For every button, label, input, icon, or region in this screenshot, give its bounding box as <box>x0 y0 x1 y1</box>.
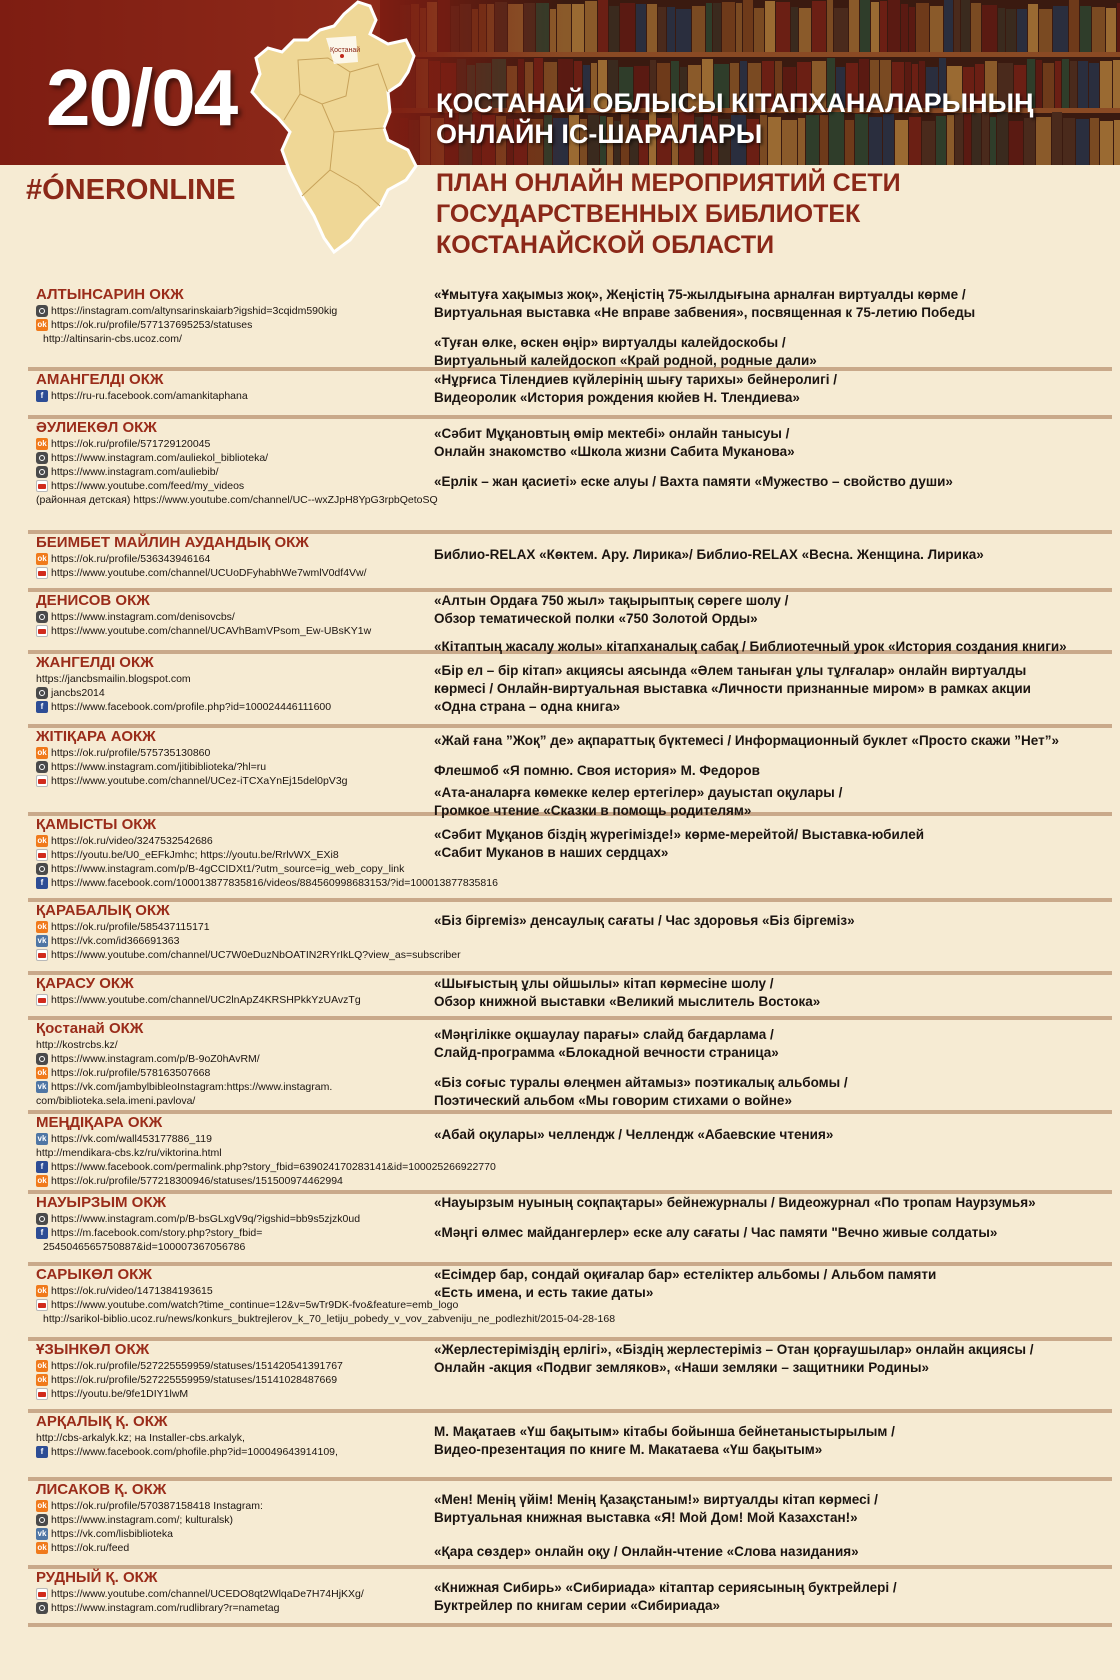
library-row <box>28 1114 1112 1194</box>
ok-icon: ok <box>37 1286 47 1295</box>
library-events-list <box>0 286 1120 1627</box>
link-url[interactable]: https://www.facebook.com/permalink.php?story_fbid=639024170283141&id=100025266922770 <box>51 1161 496 1173</box>
social-link[interactable] <box>36 318 456 332</box>
library-name: РУДНЫЙ Қ. ОКЖ <box>36 1569 158 1586</box>
social-link[interactable] <box>36 1387 456 1401</box>
youtube-icon <box>36 775 48 787</box>
library-row <box>28 286 1112 371</box>
event-entry <box>434 334 1120 370</box>
event-line: Обзор тематической полки «750 Золотой Орды» <box>434 611 758 626</box>
youtube-icon <box>36 849 48 861</box>
library-info <box>36 592 456 638</box>
link-url[interactable]: https://www.youtube.com/channel/UCEDO8qt2WlqaDe7H74HjKXg/ <box>51 1588 364 1600</box>
event-line: «Нұрғиса Тілендиев күйлерінің шығу тарихы» бейнеролигі / <box>434 372 837 387</box>
library-info <box>36 371 456 403</box>
social-link[interactable] <box>36 700 456 714</box>
event-line: Видеоролик «История рождения кюйев Н. Тлендиева» <box>434 390 800 405</box>
social-link[interactable] <box>36 304 456 318</box>
instagram-icon <box>36 1213 48 1225</box>
library-info <box>36 1569 456 1615</box>
social-link[interactable] <box>36 1038 456 1052</box>
event-line: «Сабит Муканов в наших сердцах» <box>434 845 669 860</box>
library-row <box>28 654 1112 728</box>
event-entry <box>434 425 1120 461</box>
event-entry <box>434 1026 1120 1062</box>
event-line: Громкое чтение «Сказки в помощь родителям» <box>434 803 752 818</box>
library-name: ҚАМЫСТЫ ОКЖ <box>36 816 157 833</box>
library-info <box>36 1413 456 1459</box>
library-row <box>28 1194 1112 1266</box>
link-url[interactable]: 2545046565750887&id=100007367056786 <box>43 1241 246 1253</box>
link-url[interactable]: https://www.facebook.com/profile.php?id=100024446111600 <box>51 701 332 713</box>
link-url[interactable]: https://www.youtube.com/channel/UCUoDFyhabhWe7wmlV0df4Vw/ <box>51 567 367 579</box>
social-link[interactable] <box>36 746 456 760</box>
library-row <box>28 1266 1112 1341</box>
link-url[interactable]: https://ok.ru/profile/585437115171 <box>51 921 210 933</box>
youtube-icon <box>36 1299 48 1311</box>
event-line: «Жай ғана ”Жоқ” де» ақпараттық бүктемесі / Информационный буклет «Просто скажи ”Нет”» <box>434 733 1059 748</box>
library-row <box>28 419 1112 534</box>
library-row <box>28 1481 1112 1569</box>
library-name: АЛТЫНСАРИН ОКЖ <box>36 286 184 303</box>
social-link[interactable] <box>36 948 461 962</box>
event-entry <box>434 1341 1120 1377</box>
social-link[interactable] <box>36 1160 496 1174</box>
event-line: Виртуальный калейдоскоп «Край родной, родные дали» <box>434 353 817 368</box>
event-line: Виртуальная выставка «Не вправе забвения», посвященная к 75-летию Победы <box>434 305 976 320</box>
event-line: Виртуальная книжная выставка «Я! Мой Дом! Мой Казахстан!» <box>434 1510 858 1525</box>
link-url[interactable]: https://ok.ru/profile/570387158418 Instagram: <box>51 1500 263 1512</box>
event-entry <box>434 826 1120 862</box>
social-link[interactable] <box>36 1513 456 1527</box>
ok-icon: ok <box>37 1375 47 1384</box>
social-link[interactable] <box>36 1080 456 1094</box>
social-link[interactable] <box>36 1359 456 1373</box>
social-link[interactable] <box>36 1587 456 1601</box>
ok-icon: ok <box>37 748 47 757</box>
event-entry <box>434 732 1120 750</box>
library-row <box>28 1341 1112 1413</box>
link-url[interactable]: https://jancbsmailin.blogspot.com <box>36 673 191 685</box>
social-link[interactable] <box>36 1146 456 1160</box>
event-date: 20/04 <box>46 53 237 142</box>
instagram-icon <box>36 305 48 317</box>
event-line: «Кітаптың жасалу жолы» кітапханалық сабақ / Библиотечный урок «История создания книги» <box>434 639 1067 654</box>
ok-icon: ok <box>37 439 47 448</box>
title-russian-line: ПЛАН ОНЛАЙН МЕРОПРИЯТИЙ СЕТИ <box>436 169 901 197</box>
social-link[interactable] <box>36 862 456 876</box>
link-url[interactable]: https://www.instagram.com/auliebib/ <box>51 466 219 478</box>
spacer <box>36 1313 40 1325</box>
social-link[interactable] <box>36 1174 456 1188</box>
link-url[interactable]: https://www.youtube.com/channel/UCez-iTCXaYnEj15del0pV3g <box>51 775 348 787</box>
link-url[interactable]: https://www.instagram.com/denisovcbs/ <box>51 611 235 623</box>
link-url[interactable]: com/biblioteka.sela.imeni.pavlova/ <box>36 1095 196 1107</box>
social-link[interactable] <box>36 552 456 566</box>
social-link[interactable] <box>36 1052 456 1066</box>
social-link[interactable] <box>36 1212 456 1226</box>
facebook-icon: f <box>36 701 48 713</box>
youtube-icon <box>36 1588 48 1600</box>
social-link[interactable] <box>36 1445 456 1459</box>
event-entry <box>434 1224 1120 1242</box>
social-link[interactable] <box>36 848 456 862</box>
event-line: Видео-презентация по книге М. Макатаева «Үш бақытым» <box>434 1442 823 1457</box>
ok-icon: ok <box>37 836 47 845</box>
library-info <box>36 1194 456 1254</box>
link-url[interactable]: https://vk.com/id366691363 <box>51 935 180 947</box>
event-line: Библио-RELAX «Көктем. Ару. Лирика»/ Библио-RELAX «Весна. Женщина. Лирика» <box>434 547 984 562</box>
event-line: «Мен! Менің үйім! Менің Қазақстаным!» виртуалды кітап көрмесі / <box>434 1492 878 1507</box>
event-line: «Есімдер бар, сондай оқиғалар бар» естеліктер альбомы / Альбом памяти <box>434 1267 937 1282</box>
event-line: «Одна страна – одна книга» <box>434 699 621 714</box>
social-link[interactable] <box>36 774 456 788</box>
hashtag: #ÓNERONLINE <box>26 174 236 206</box>
event-line: «Сәбит Мұқанов біздің жүрегімізде!» көрме-мерейтой/ Выставка-юбилей <box>434 827 924 842</box>
link-url[interactable]: https://ok.ru/profile/571729120045 <box>51 438 211 450</box>
event-entry <box>434 662 1120 716</box>
link-url[interactable]: https://ok.ru/profile/578163507668 <box>51 1067 211 1079</box>
library-info <box>36 728 456 788</box>
library-row <box>28 1020 1112 1114</box>
event-line: «Біз соғыс туралы өлеңмен айтамыз» поэтикалық альбомы / <box>434 1075 848 1090</box>
library-name: ЖАНГЕЛДІ ОКЖ <box>36 654 154 671</box>
event-entry <box>434 371 1120 407</box>
library-row <box>28 1569 1112 1627</box>
event-entry <box>434 546 1120 564</box>
facebook-icon: f <box>36 877 48 889</box>
event-line: Поэтический альбом «Мы говорим стихами о войне» <box>434 1093 792 1108</box>
event-line: «Біз біргеміз» денсаулық сағаты / Час здоровья «Біз біргеміз» <box>434 913 855 928</box>
library-info <box>36 1481 456 1555</box>
ok-icon: ok <box>37 320 47 329</box>
library-name: МЕҢДІҚАРА ОКЖ <box>36 1114 163 1131</box>
map-city-label: Қостанай <box>330 47 361 54</box>
library-name: БЕИМБЕТ МАЙЛИН АУДАНДЫҚ ОКЖ <box>36 534 309 551</box>
library-row <box>28 902 1112 975</box>
social-link[interactable] <box>36 993 456 1007</box>
event-line: Онлайн -акция «Подвиг земляков», «Наши земляки – защитники Родины» <box>434 1360 930 1375</box>
social-link[interactable] <box>36 1312 616 1326</box>
event-entry <box>434 592 1120 628</box>
library-name: ДЕНИСОВ ОКЖ <box>36 592 150 609</box>
event-line: Буктрейлер по книгам серии «Сибириада» <box>434 1598 721 1613</box>
youtube-icon <box>36 567 48 579</box>
event-entry <box>434 762 1120 780</box>
link-url[interactable]: https://www.instagram.com/p/B-9oZ0hAvRM/ <box>51 1053 260 1065</box>
event-line: «Есть имена, и есть такие даты» <box>434 1285 654 1300</box>
link-url[interactable]: https://www.instagram.com/; kulturalsk) <box>51 1514 234 1526</box>
library-name: НАУЫРЗЫМ ОКЖ <box>36 1194 167 1211</box>
library-name: ЛИСАКОВ Қ. ОКЖ <box>36 1481 167 1498</box>
library-name: ҰЗЫНКӨЛ ОКЖ <box>36 1341 150 1358</box>
event-line: М. Мақатаев «Үш бақытым» кітабы бойынша бейнетаныстырылым / <box>434 1424 895 1439</box>
link-url[interactable]: http://mendikara-cbs.kz/ru/viktorina.html <box>36 1147 222 1159</box>
ok-icon: ok <box>37 1501 47 1510</box>
social-link[interactable] <box>36 1373 456 1387</box>
library-name: АРҚАЛЫҚ Қ. ОКЖ <box>36 1413 168 1430</box>
facebook-icon: f <box>36 1161 48 1173</box>
social-link[interactable] <box>36 1499 456 1513</box>
link-url[interactable]: https://www.instagram.com/p/B-bsGLxgV9q/?igshid=bb9s5zjzk0ud <box>51 1213 361 1225</box>
link-url[interactable]: http://altinsarin-cbs.ucoz.com/ <box>43 333 182 345</box>
social-link[interactable] <box>36 686 456 700</box>
event-line: Онлайн знакомство «Школа жизни Сабита Муканова» <box>434 444 795 459</box>
event-line: «Шығыстың ұлы ойшылы» кітап көрмесіне шолу / <box>434 976 774 991</box>
ok-icon: ok <box>37 1361 47 1370</box>
link-url[interactable]: https://youtu.be/U0_eEFkJmhc; https://youtu.be/RrlvWX_EXi8 <box>51 849 339 861</box>
library-name: ӘУЛИЕКӨЛ ОКЖ <box>36 419 157 436</box>
social-link[interactable] <box>36 479 456 493</box>
event-line: «Мәңгі өлмес майдангерлер» еске алу сағаты / Час памяти "Вечно живые солдаты» <box>434 1225 998 1240</box>
link-url[interactable]: (районная детская) https://www.youtube.com/channel/UC--wxZJpH8YpG3rpbQetoSQ <box>36 494 438 506</box>
social-link[interactable] <box>36 1601 456 1615</box>
event-entry <box>434 1194 1120 1212</box>
instagram-icon <box>36 761 48 773</box>
event-entry <box>434 784 1120 820</box>
social-link[interactable] <box>36 1527 456 1541</box>
link-url[interactable]: https://ok.ru/feed <box>51 1542 130 1554</box>
event-line: көрмесі / Онлайн-виртуальная выставка «Личности признанные миром» в рамках акции <box>434 681 1031 696</box>
library-info <box>36 286 456 346</box>
event-line: «Қара сөздер» онлайн оқу / Онлайн-чтение «Слова назидания» <box>434 1544 859 1559</box>
youtube-icon <box>36 994 48 1006</box>
social-link[interactable] <box>36 934 456 948</box>
library-info <box>36 654 456 714</box>
library-info <box>36 1341 456 1401</box>
library-info <box>36 816 498 890</box>
event-line: «Науырзым нуының соқпақтары» бейнежурналы / Видеожурнал «По тропам Наурзумья» <box>434 1195 1036 1210</box>
youtube-icon <box>36 949 48 961</box>
link-url[interactable]: https://www.instagram.com/rudlibrary?r=nametag <box>51 1602 280 1614</box>
library-name: ЖІТІҚАРА АОКЖ <box>36 728 156 745</box>
link-url[interactable]: http://cbs-arkalyk.kz; на Installer-cbs.arkalyk, <box>36 1432 245 1444</box>
title-russian <box>436 168 1096 261</box>
link-url[interactable]: https://ok.ru/profile/527225559959/statuses/151420541391767 <box>51 1360 343 1372</box>
youtube-icon <box>36 480 48 492</box>
link-url[interactable]: https://ok.ru/profile/527225559959/statuses/15141028487669 <box>51 1374 338 1386</box>
social-link[interactable] <box>36 760 456 774</box>
link-url[interactable]: http://sarikol-biblio.ucoz.ru/news/konkurs_buktrejlerov_k_70_letiju_pobedy_v_vov_zabveniju_ne_podlezhit/2015-04-28-168 <box>43 1313 616 1325</box>
link-url[interactable]: https://ok.ru/profile/577218300946/statuses/151500974462994 <box>51 1175 343 1187</box>
social-link[interactable] <box>36 465 456 479</box>
library-info <box>36 1114 496 1188</box>
social-link[interactable] <box>36 672 456 686</box>
ok-icon: ok <box>37 554 47 563</box>
social-link[interactable] <box>36 1541 456 1555</box>
social-link[interactable] <box>36 624 456 638</box>
library-info <box>36 902 461 962</box>
link-url[interactable]: jancbs2014 <box>51 687 105 699</box>
event-entry <box>434 1126 1120 1144</box>
event-line: Слайд-программа «Блокадной вечности страница» <box>434 1045 779 1060</box>
social-link[interactable] <box>36 1066 456 1080</box>
event-line: Флешмоб «Я помню. Своя история» М. Федоров <box>434 763 760 778</box>
event-entry <box>434 473 1120 491</box>
event-line: «Сәбит Мұқановтың өмір мектебі» онлайн танысуы / <box>434 426 790 441</box>
social-link[interactable] <box>36 834 456 848</box>
event-entry <box>434 975 1120 1011</box>
link-url[interactable]: https://ok.ru/video/1471384193615 <box>51 1285 213 1297</box>
library-row <box>28 816 1112 902</box>
social-link[interactable] <box>36 389 456 403</box>
spacer <box>36 1241 40 1253</box>
link-url[interactable]: https://www.youtube.com/feed/my_videos <box>51 480 245 492</box>
library-name: САРЫКӨЛ ОКЖ <box>36 1266 152 1283</box>
library-row <box>28 371 1112 419</box>
ok-icon: ok <box>37 1176 47 1185</box>
link-url[interactable]: https://www.youtube.com/channel/UC7W0eDuzNbOATIN2RYrIkLQ?view_as=subscriber <box>51 949 461 961</box>
event-entry <box>434 1266 1120 1302</box>
instagram-icon <box>36 611 48 623</box>
link-url[interactable]: http://kostrcbs.kz/ <box>36 1039 118 1051</box>
social-link[interactable] <box>36 437 456 451</box>
social-link[interactable] <box>36 1094 456 1108</box>
social-link[interactable] <box>36 920 456 934</box>
social-link[interactable] <box>36 332 456 346</box>
link-url[interactable]: https://youtu.be/9fe1DIY1lwM <box>51 1388 189 1400</box>
event-line: «Ұмытуға хақымыз жоқ», Жеңістің 75-жылдығына арналған виртуалды көрме / <box>434 287 966 302</box>
ok-icon: ok <box>37 1543 47 1552</box>
event-entry <box>434 912 1120 930</box>
header-band <box>0 0 1120 165</box>
link-url[interactable]: https://www.facebook.com/100013877835816/videos/884560998683153/?id=100013877835816 <box>51 877 498 889</box>
library-name: ҚАРАБАЛЫҚ ОКЖ <box>36 902 170 919</box>
link-url[interactable]: https://ok.ru/profile/536343946164 <box>51 553 211 565</box>
link-url[interactable]: https://www.youtube.com/channel/UCAVhBamVPsom_Ew-UBsKY1w <box>51 625 372 637</box>
library-name: АМАНГЕЛДІ ОКЖ <box>36 371 164 388</box>
title-kazakh-line: ОНЛАЙН ІС-ШАРАЛАРЫ <box>436 119 763 149</box>
event-line: «Абай оқулары» челлендж / Челлендж «Абаевские чтения» <box>434 1127 834 1142</box>
library-row <box>28 975 1112 1020</box>
social-link[interactable] <box>36 876 498 890</box>
link-url[interactable]: https://ok.ru/profile/575735130860 <box>51 747 211 759</box>
event-entry <box>434 1491 1120 1527</box>
event-line: «Туған өлке, өскен өңір» виртуалды калейдоскобы / <box>434 335 786 350</box>
vk-icon: vk <box>37 1134 47 1143</box>
library-info <box>36 1020 456 1108</box>
social-link[interactable] <box>36 1240 456 1254</box>
library-name: Қостанай ОКЖ <box>36 1020 144 1037</box>
title-russian-line: КОСТАНАЙСКОЙ ОБЛАСТИ <box>436 231 775 259</box>
event-line: «Бір ел – бір кітап» акциясы аясында «Әлем таныған ұлы тұлғалар» онлайн виртуалды <box>434 663 1027 678</box>
youtube-icon <box>36 625 48 637</box>
event-line: «Алтын Ордаға 750 жыл» тақырыптық сөреге шолу / <box>434 593 789 608</box>
event-entry <box>434 1543 1120 1561</box>
vk-icon: vk <box>37 1529 47 1538</box>
link-url[interactable]: https://ok.ru/video/3247532542686 <box>51 835 213 847</box>
library-name: ҚАРАСУ ОКЖ <box>36 975 134 992</box>
event-entry <box>434 286 1120 322</box>
social-link[interactable] <box>36 493 456 507</box>
library-row <box>28 1413 1112 1481</box>
facebook-icon: f <box>36 390 48 402</box>
event-entry <box>434 1074 1120 1110</box>
title-kazakh-line: ҚОСТАНАЙ ОБЛЫСЫ КІТАПХАНАЛАРЫНЫҢ <box>436 88 1034 118</box>
library-info <box>36 419 456 507</box>
vk-icon: vk <box>37 1082 47 1091</box>
instagram-icon <box>36 452 48 464</box>
link-url[interactable]: https://www.instagram.com/jitibiblioteka/?hl=ru <box>51 761 267 773</box>
instagram-icon <box>36 1514 48 1526</box>
library-info <box>36 534 456 580</box>
library-row <box>28 534 1112 592</box>
social-link[interactable] <box>36 566 456 580</box>
library-info <box>36 975 456 1007</box>
instagram-icon <box>36 1053 48 1065</box>
spacer <box>36 333 40 345</box>
social-link[interactable] <box>36 610 456 624</box>
instagram-icon <box>36 687 48 699</box>
social-link[interactable] <box>36 1431 456 1445</box>
event-line: «Ерлік – жан қасиеті» еске алуы / Вахта памяти «Мужество – свойство души» <box>434 474 953 489</box>
map-city-marker <box>340 54 344 58</box>
ok-icon: ok <box>37 922 47 931</box>
link-url[interactable]: https://www.instagram.com/auliekol_biblioteka/ <box>51 452 269 464</box>
title-kazakh <box>436 88 1096 150</box>
link-url[interactable]: https://m.facebook.com/story.php?story_fbid= <box>51 1227 263 1239</box>
link-url[interactable]: https://vk.com/jambylbibleoInstagram:https://www.instagram. <box>51 1081 333 1093</box>
link-url[interactable]: https://www.instagram.com/p/B-4gCCIDXt1/?utm_source=ig_web_copy_link <box>51 863 405 875</box>
link-url[interactable]: https://www.facebook.com/phofile.php?id=100049643914109, <box>51 1446 338 1458</box>
instagram-icon <box>36 466 48 478</box>
social-link[interactable] <box>36 1298 459 1312</box>
title-russian-line: ГОСУДАРСТВЕННЫХ БИБЛИОТЕК <box>436 200 861 228</box>
kostanay-region-map <box>238 0 438 256</box>
social-link[interactable] <box>36 1226 456 1240</box>
link-url[interactable]: https://vk.com/lisbiblioteka <box>51 1528 173 1540</box>
vk-icon: vk <box>37 936 47 945</box>
link-url[interactable]: https://ru-ru.facebook.com/amankitaphana <box>51 390 248 402</box>
event-entry <box>434 1423 1120 1459</box>
youtube-icon <box>36 1388 48 1400</box>
link-url[interactable]: https://instagram.com/altynsarinskaiarb?igshid=3cqidm590kig <box>51 305 338 317</box>
event-line: «Книжная Сибирь» «Сибириада» кітаптар сериясының буктрейлері / <box>434 1580 897 1595</box>
event-line: «Жерлестеріміздің ерлігі», «Біздің жерлестеріміз – Отан қорғаушылар» онлайн акциясы / <box>434 1342 1034 1357</box>
link-url[interactable]: https://www.youtube.com/watch?time_continue=12&v=5wTr9DK-fvo&feature=emb_logo <box>51 1299 459 1311</box>
library-row <box>28 592 1112 654</box>
facebook-icon: f <box>36 1446 48 1458</box>
social-link[interactable] <box>36 1132 456 1146</box>
link-url[interactable]: https://ok.ru/profile/577137695253/statuses <box>51 319 253 331</box>
event-line: «Мәңгілікке оқшаулау парағы» слайд бағдарлама / <box>434 1027 774 1042</box>
link-url[interactable]: https://www.youtube.com/channel/UC2lnApZ4KRSHPkkYzUAvzTg <box>51 994 361 1006</box>
event-line: Обзор книжной выставки «Великий мыслитель Востока» <box>434 994 821 1009</box>
facebook-icon: f <box>36 1227 48 1239</box>
event-entry <box>434 1579 1120 1615</box>
event-line: «Ата-аналарға көмекке келер ертегілер» дауыстап оқулары / <box>434 785 843 800</box>
instagram-icon <box>36 1602 48 1614</box>
social-link[interactable] <box>36 1284 456 1298</box>
instagram-icon <box>36 863 48 875</box>
ok-icon: ok <box>37 1068 47 1077</box>
link-url[interactable]: https://vk.com/wall453177886_119 <box>51 1133 212 1145</box>
library-row <box>28 728 1112 816</box>
social-link[interactable] <box>36 451 456 465</box>
